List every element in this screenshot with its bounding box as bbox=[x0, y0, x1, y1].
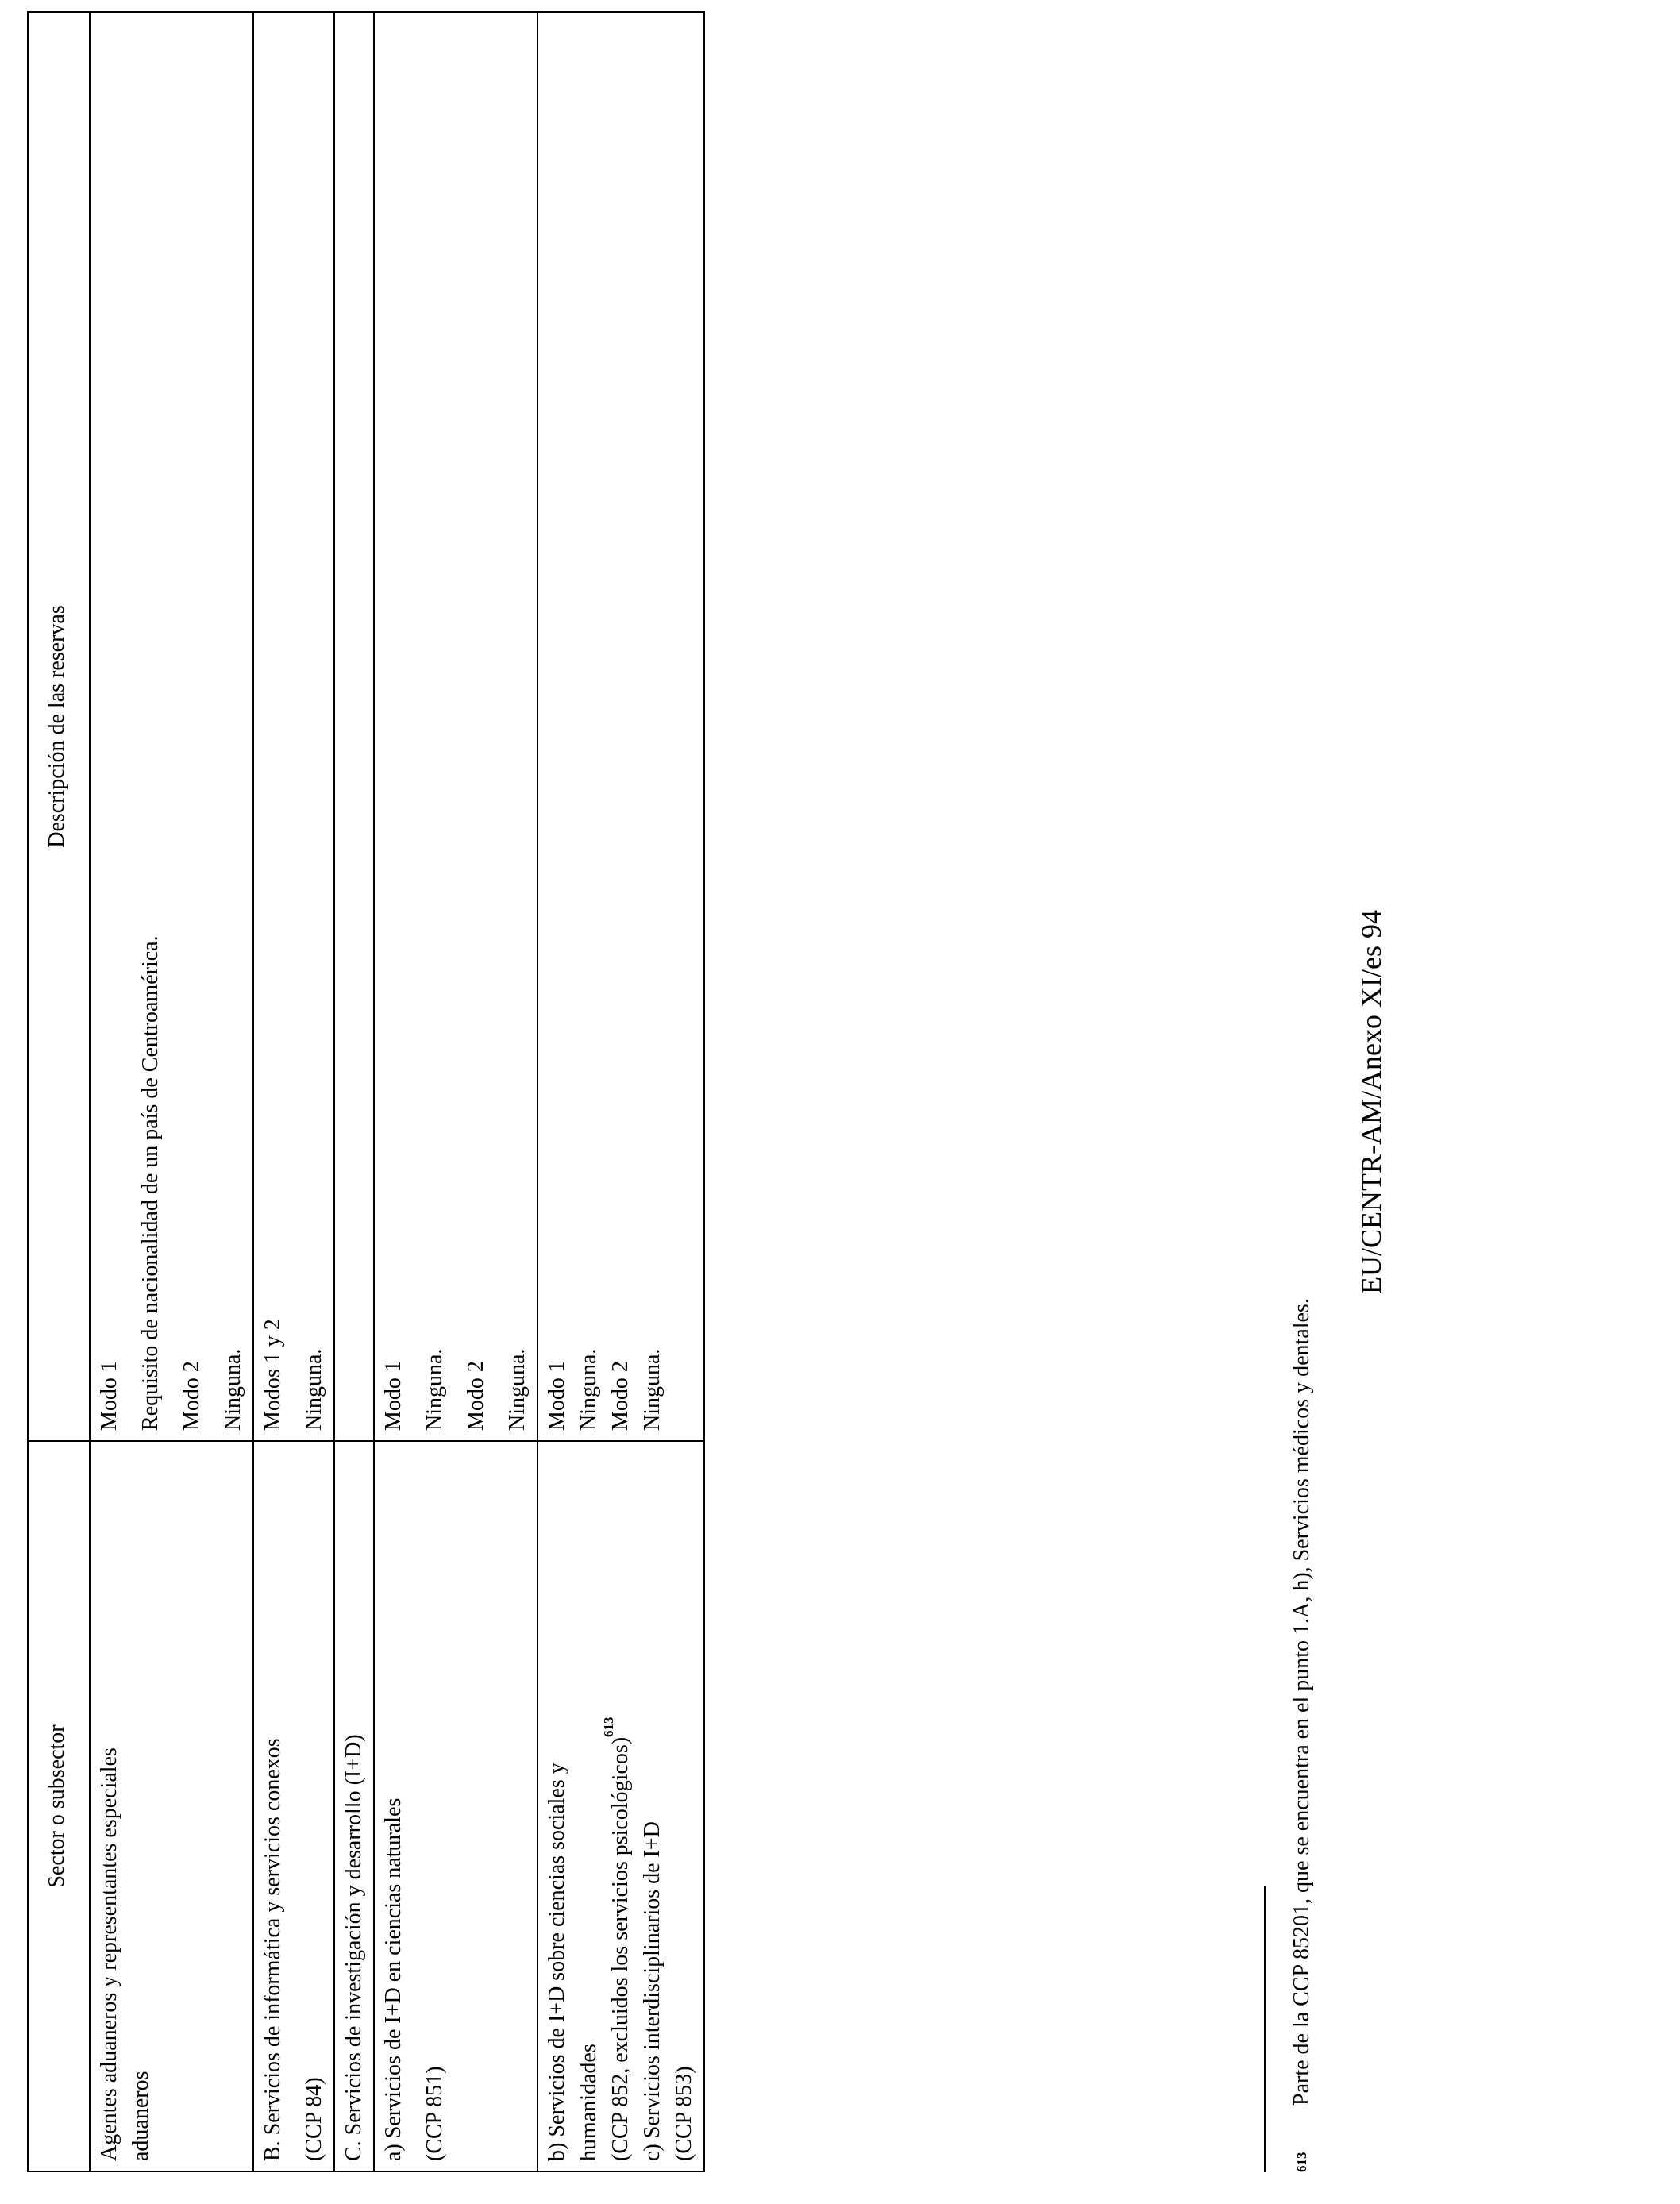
description-cell bbox=[90, 12, 253, 1441]
header-sector: Sector o subsector bbox=[28, 1441, 90, 2171]
footnote-number: 613 bbox=[1294, 2152, 1309, 2172]
table-row bbox=[334, 12, 374, 2171]
table-header-row bbox=[28, 12, 90, 2171]
sector-cell bbox=[90, 1441, 253, 2171]
reservations-table bbox=[27, 11, 705, 2172]
footnote-reference[interactable]: 613 bbox=[601, 1717, 616, 1737]
sector-line: (CCP 851) bbox=[422, 2066, 447, 2161]
sector-line: C. Servicios de investigación y desarrollo (I+D) bbox=[341, 1734, 366, 2161]
sector-line: B. Servicios de informática y servicios conexos bbox=[260, 1738, 285, 2161]
description-cell bbox=[253, 12, 334, 1441]
reservation-text: Ninguna. bbox=[221, 1348, 245, 1431]
sector-line: b) Servicios de I+D sobre ciencias sociales y bbox=[545, 1763, 569, 2161]
mode-label: Modo 2 bbox=[464, 1361, 488, 1431]
header-description: Descripción de las reservas bbox=[28, 12, 90, 1441]
sector-cell bbox=[374, 1441, 538, 2171]
table-row bbox=[253, 12, 334, 2171]
sector-line-text: (CCP 852, excluidos los servicios psicológicos) bbox=[608, 1736, 633, 2161]
description-cell bbox=[538, 12, 704, 1441]
sector-line bbox=[601, 1451, 637, 2161]
description-cell bbox=[374, 12, 538, 1441]
sector-line: aduaneros bbox=[129, 2071, 153, 2161]
mode-label: Modos 1 y 2 bbox=[260, 1319, 285, 1431]
reservation-text: Ninguna. bbox=[576, 1348, 601, 1431]
mode-label: Modo 1 bbox=[545, 1361, 569, 1431]
sector-line: (CCP 853) bbox=[672, 2066, 696, 2161]
mode-label: Modo 2 bbox=[608, 1361, 633, 1431]
mode-label: Modo 1 bbox=[381, 1361, 406, 1431]
mode-label: Modo 2 bbox=[179, 1361, 204, 1431]
sector-line: c) Servicios interdisciplinarios de I+D bbox=[640, 1821, 665, 2161]
description-cell bbox=[334, 12, 374, 1441]
page-reference: EU/CENTR-AM/Anexo XI/es 94 bbox=[1355, 910, 1387, 1294]
sector-line: humanidades bbox=[576, 2044, 601, 2161]
sector-line: Agentes aduaneros y representantes especiales bbox=[97, 1747, 121, 2161]
table-row bbox=[90, 12, 253, 2171]
table-row bbox=[538, 12, 704, 2171]
footnote-text: Parte de la CCP 85201, que se encuentra en el punto 1.A, h), Servicios médicos y dentales. bbox=[1289, 1298, 1314, 2106]
sector-cell bbox=[538, 1441, 704, 2171]
reservation-text: Ninguna. bbox=[422, 1348, 447, 1431]
mode-label: Modo 1 bbox=[97, 1361, 121, 1431]
reservation-text: Requisito de nacionalidad de un país de Centroamérica. bbox=[138, 935, 163, 1431]
sector-line: a) Servicios de I+D en ciencias naturales bbox=[381, 1797, 406, 2161]
sector-line: (CCP 84) bbox=[302, 2077, 326, 2161]
sector-cell bbox=[253, 1441, 334, 2171]
footnote-separator bbox=[1264, 1886, 1266, 2172]
reservation-text: Ninguna. bbox=[302, 1348, 326, 1431]
reservation-text: Ninguna. bbox=[640, 1348, 665, 1431]
sector-cell bbox=[334, 1441, 374, 2171]
footnote bbox=[1286, 108, 1318, 2172]
table-row bbox=[374, 12, 538, 2171]
reservation-text: Ninguna. bbox=[505, 1348, 530, 1431]
